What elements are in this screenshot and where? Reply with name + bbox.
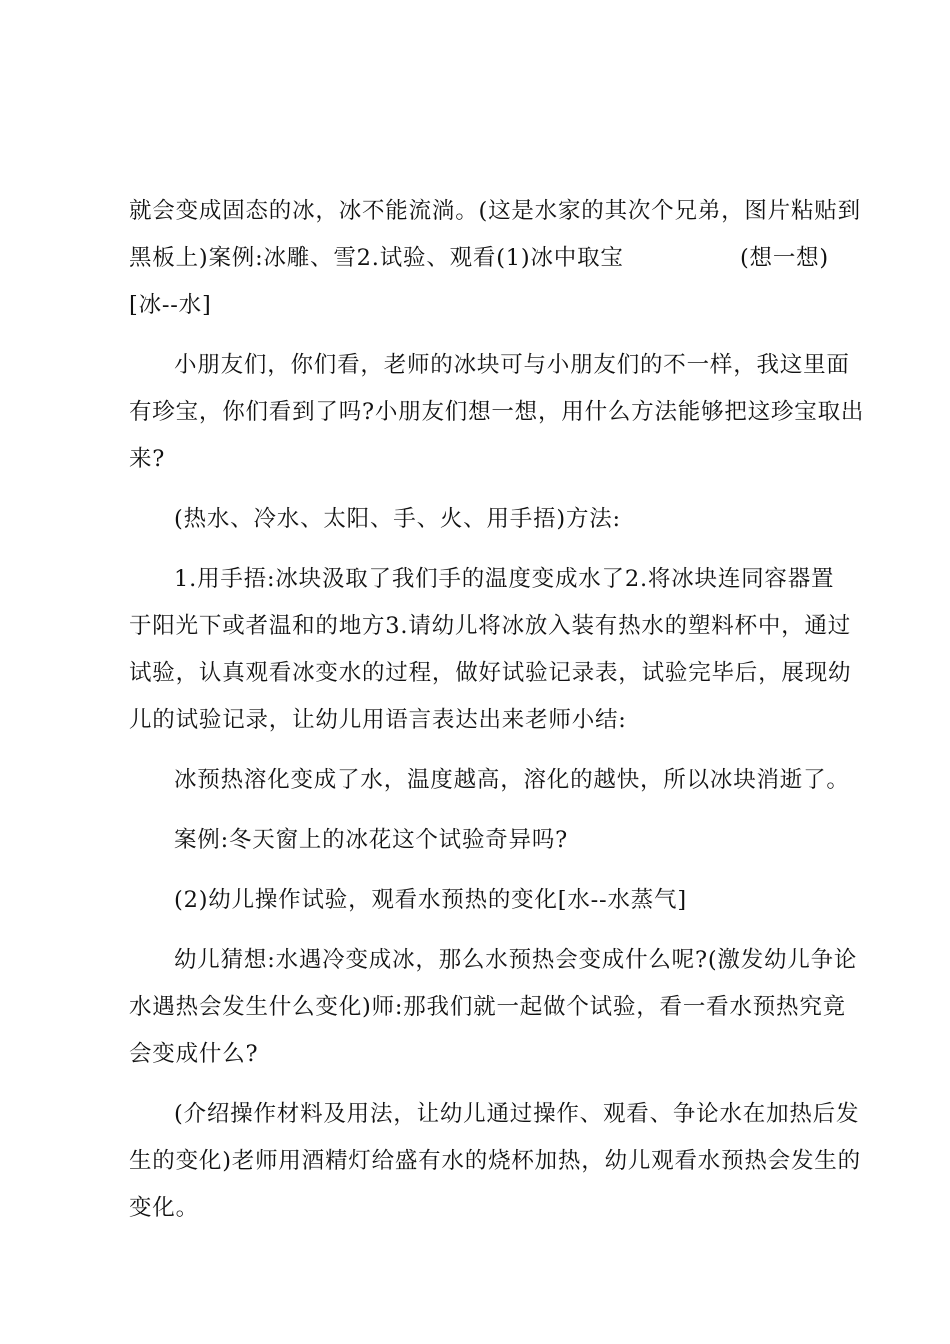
text-line: 于阳光下或者温和的地方3.请幼儿将冰放入装有热水的塑料杯中，通过: [129, 613, 852, 639]
paragraph-first-line: (2)幼儿操作试验，观看水预热的变化[水--水蒸气]: [174, 887, 687, 913]
paragraph-first-line: 案例:冬天窗上的冰花这个试验奇异吗?: [174, 827, 569, 853]
paragraph-first-line: (介绍操作材料及用法，让幼儿通过操作、观看、争论水在加热后发: [174, 1101, 860, 1127]
paragraph-first-line: 1.用手捂:冰块汲取了我们手的温度变成水了2.将冰块连同容器置: [174, 566, 835, 592]
text-line: [冰--水]: [129, 292, 212, 318]
paragraph-first-line: (热水、冷水、太阳、手、火、用手捂)方法:: [174, 506, 621, 532]
text-line: 生的变化)老师用酒精灯给盛有水的烧杯加热，幼儿观看水预热会发生的: [129, 1148, 861, 1174]
text-line: 儿的试验记录，让幼儿用语言表达出来老师小结:: [129, 707, 627, 733]
text-segment: 黑板上)案例:冰雕、雪2.试验、观看(1)冰中取宝: [129, 245, 624, 271]
text-line: 变化。: [129, 1195, 199, 1221]
text-line: 有珍宝，你们看到了吗?小朋友们想一想，用什么方法能够把这珍宝取出: [129, 399, 865, 425]
text-line: [129, 235, 829, 282]
text-line: 就会变成固态的冰，冰不能流淌。(这是水家的其次个兄弟，图片粘贴到: [129, 198, 861, 224]
text-line: 试验，认真观看冰变水的过程，做好试验记录表，试验完毕后，展现幼: [129, 660, 852, 686]
paragraph-first-line: 冰预热溶化变成了水，温度越高，溶化的越快，所以冰块消逝了。: [174, 767, 850, 793]
text-line: 水遇热会发生什么变化)师:那我们就一起做个试验，看一看水预热究竟: [129, 994, 846, 1020]
paragraph-first-line: 小朋友们，你们看，老师的冰块可与小朋友们的不一样，我这里面: [174, 352, 850, 378]
text-segment: (想一想): [739, 245, 829, 271]
paragraph-first-line: 幼儿猜想:水遇冷变成冰，那么水预热会变成什么呢?(激发幼儿争论: [174, 947, 858, 973]
text-line: 会变成什么?: [129, 1041, 259, 1067]
text-line: 来?: [129, 446, 166, 472]
document-body: [129, 188, 865, 1232]
